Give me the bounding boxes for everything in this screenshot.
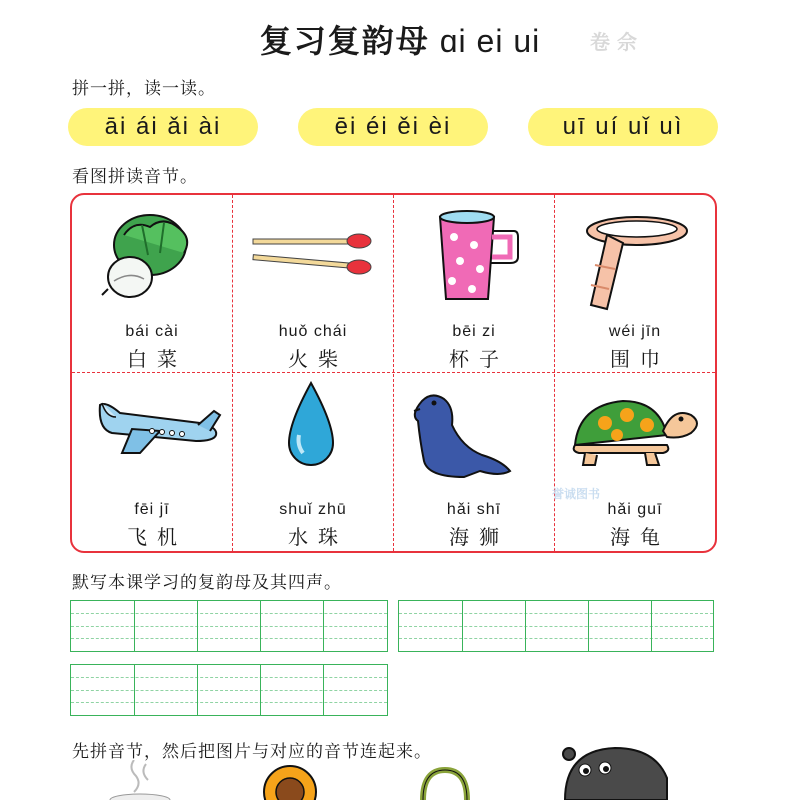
card-pinyin: huǒ chái xyxy=(278,323,348,340)
card-sealion xyxy=(394,373,554,551)
cup-icon xyxy=(394,195,554,320)
water-drop-icon xyxy=(233,373,393,498)
writing-grid-1[interactable] xyxy=(70,600,388,652)
steam-cup-icon xyxy=(100,760,180,800)
airplane-icon xyxy=(72,373,232,498)
scarf-icon xyxy=(555,195,715,320)
card-waterdrop xyxy=(233,373,393,551)
watermark-mid: 誉诚图书 xyxy=(552,487,601,501)
card-pinyin: shuǐ zhū xyxy=(279,501,347,518)
matches-icon xyxy=(233,195,393,320)
tone-pill-ei: ēi éi ěi èi xyxy=(298,108,488,146)
card-matches xyxy=(233,195,393,373)
tone-pill-ui: uī uí uǐ uì xyxy=(528,108,718,146)
writing-grid-2[interactable] xyxy=(398,600,714,652)
page-title xyxy=(0,16,800,62)
cabbage-icon xyxy=(72,195,232,320)
tone-pill-ai: āi ái ǎi ài xyxy=(68,108,258,146)
turtle-icon xyxy=(555,373,715,498)
basket-icon xyxy=(415,764,475,800)
card-pinyin: wéi jīn xyxy=(608,323,662,340)
card-pinyin: bēi zi xyxy=(452,323,496,340)
card-hanzi: 杯子 xyxy=(449,347,509,371)
writing-grid-3[interactable] xyxy=(70,664,388,716)
card-hanzi: 飞机 xyxy=(127,525,187,549)
card-turtle xyxy=(555,373,715,551)
instruction-read: 拼一拼，读一读。 xyxy=(72,79,216,99)
instruction-match: 先拼音节，然后把图片与对应的音节连起来。 xyxy=(72,742,432,762)
sea-lion-icon xyxy=(394,373,554,498)
card-scarf xyxy=(555,195,715,373)
sunflower-icon xyxy=(255,762,325,800)
card-pinyin: hǎi shī xyxy=(446,501,502,518)
watermark-top: 卷 佘 xyxy=(590,30,637,54)
card-pinyin: bái cài xyxy=(125,323,179,340)
card-hanzi: 海狮 xyxy=(449,525,509,549)
title-pinyin: ɑi ei ui xyxy=(439,23,541,59)
card-hanzi: 水珠 xyxy=(288,525,348,549)
card-pinyin: hǎi guī xyxy=(607,501,663,518)
card-airplane xyxy=(72,373,232,551)
card-hanzi: 白菜 xyxy=(127,347,187,371)
picture-grid xyxy=(70,193,717,553)
card-cup xyxy=(394,195,554,373)
instruction-picture: 看图拼读音节。 xyxy=(72,167,198,187)
card-hanzi: 火柴 xyxy=(288,347,348,371)
card-hanzi: 海龟 xyxy=(610,525,670,549)
card-pinyin: fēi jī xyxy=(134,501,170,518)
title-main: 复习复韵母 xyxy=(259,22,430,60)
card-hanzi: 围巾 xyxy=(610,347,670,371)
instruction-write: 默写本课学习的复韵母及其四声。 xyxy=(72,573,342,593)
card-cabbage xyxy=(72,195,232,373)
hippo-icon xyxy=(555,740,675,800)
